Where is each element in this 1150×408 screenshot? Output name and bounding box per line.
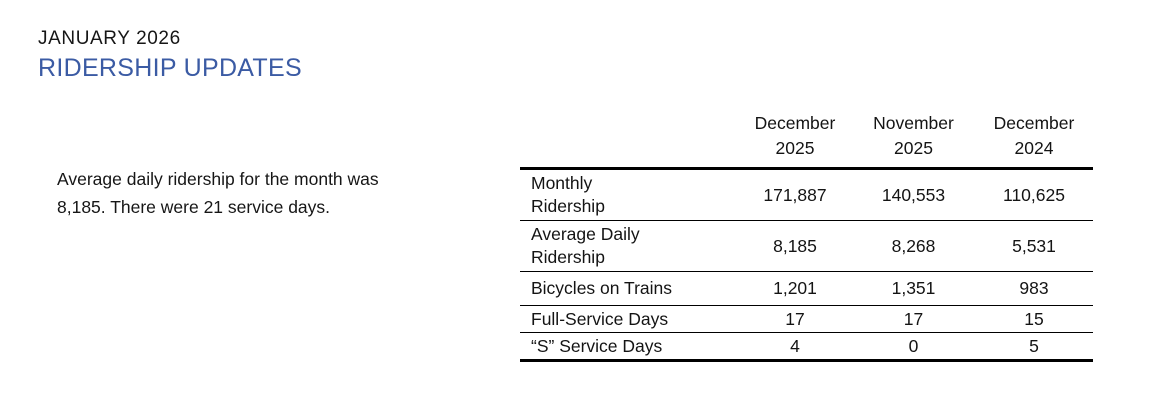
row-label-line-2: Ridership: [531, 196, 605, 216]
summary-line-1: Average daily ridership for the month was: [57, 169, 379, 189]
cell-value: 5,531: [975, 221, 1093, 272]
cell-value: 17: [738, 306, 852, 333]
table-row-average-daily-ridership: [520, 221, 1093, 272]
table-header-row: [520, 106, 1093, 169]
column-header-december-2025: [738, 106, 852, 169]
report-month-kicker: JANUARY 2026: [38, 28, 181, 49]
row-label-line-1: Full-Service Days: [531, 308, 669, 329]
doc-header: [38, 27, 302, 84]
column-header-december-2024: [975, 106, 1093, 169]
table-row-s-service-days: [520, 333, 1093, 361]
cell-value: 8,268: [852, 221, 975, 272]
row-label-line-1: Monthly: [531, 173, 593, 193]
cell-value: 1,351: [852, 272, 975, 306]
cell-value: 0: [852, 333, 975, 361]
row-label-line-1: “S” Service Days: [531, 335, 663, 356]
cell-value: 5: [975, 333, 1093, 361]
row-label-line-2: Ridership: [531, 247, 605, 267]
column-month: December: [754, 113, 836, 133]
row-label: [520, 333, 738, 361]
cell-value: 110,625: [975, 169, 1093, 221]
row-label: [520, 221, 738, 272]
column-year: 2024: [1014, 138, 1054, 158]
cell-value: 8,185: [738, 221, 852, 272]
row-label: [520, 306, 738, 333]
cell-value: 4: [738, 333, 852, 361]
row-label: [520, 272, 738, 306]
summary-line-2: 8,185. There were 21 service days.: [57, 197, 331, 217]
column-year: 2025: [894, 138, 933, 158]
row-label: [520, 169, 738, 221]
table-row-full-service-days: [520, 306, 1093, 333]
column-month: November: [873, 113, 954, 133]
cell-value: 1,201: [738, 272, 852, 306]
cell-value: 140,553: [852, 169, 975, 221]
table-row-bicycles-on-trains: [520, 272, 1093, 306]
summary-paragraph: [57, 165, 477, 221]
page-title: RIDERSHIP UPDATES: [38, 54, 302, 82]
table-row-monthly-ridership: [520, 169, 1093, 221]
row-label-line-1: Bicycles on Trains: [531, 278, 673, 298]
column-year: 2025: [775, 138, 815, 158]
cell-value: 171,887: [738, 169, 852, 221]
cell-value: 17: [852, 306, 975, 333]
table-corner-cell: [520, 106, 738, 169]
column-month: December: [993, 113, 1075, 133]
row-label-line-1: Average Daily: [531, 224, 640, 244]
column-header-november-2025: [852, 106, 975, 169]
cell-value: 15: [975, 306, 1093, 333]
cell-value: 983: [975, 272, 1093, 306]
ridership-table: [520, 106, 1093, 362]
